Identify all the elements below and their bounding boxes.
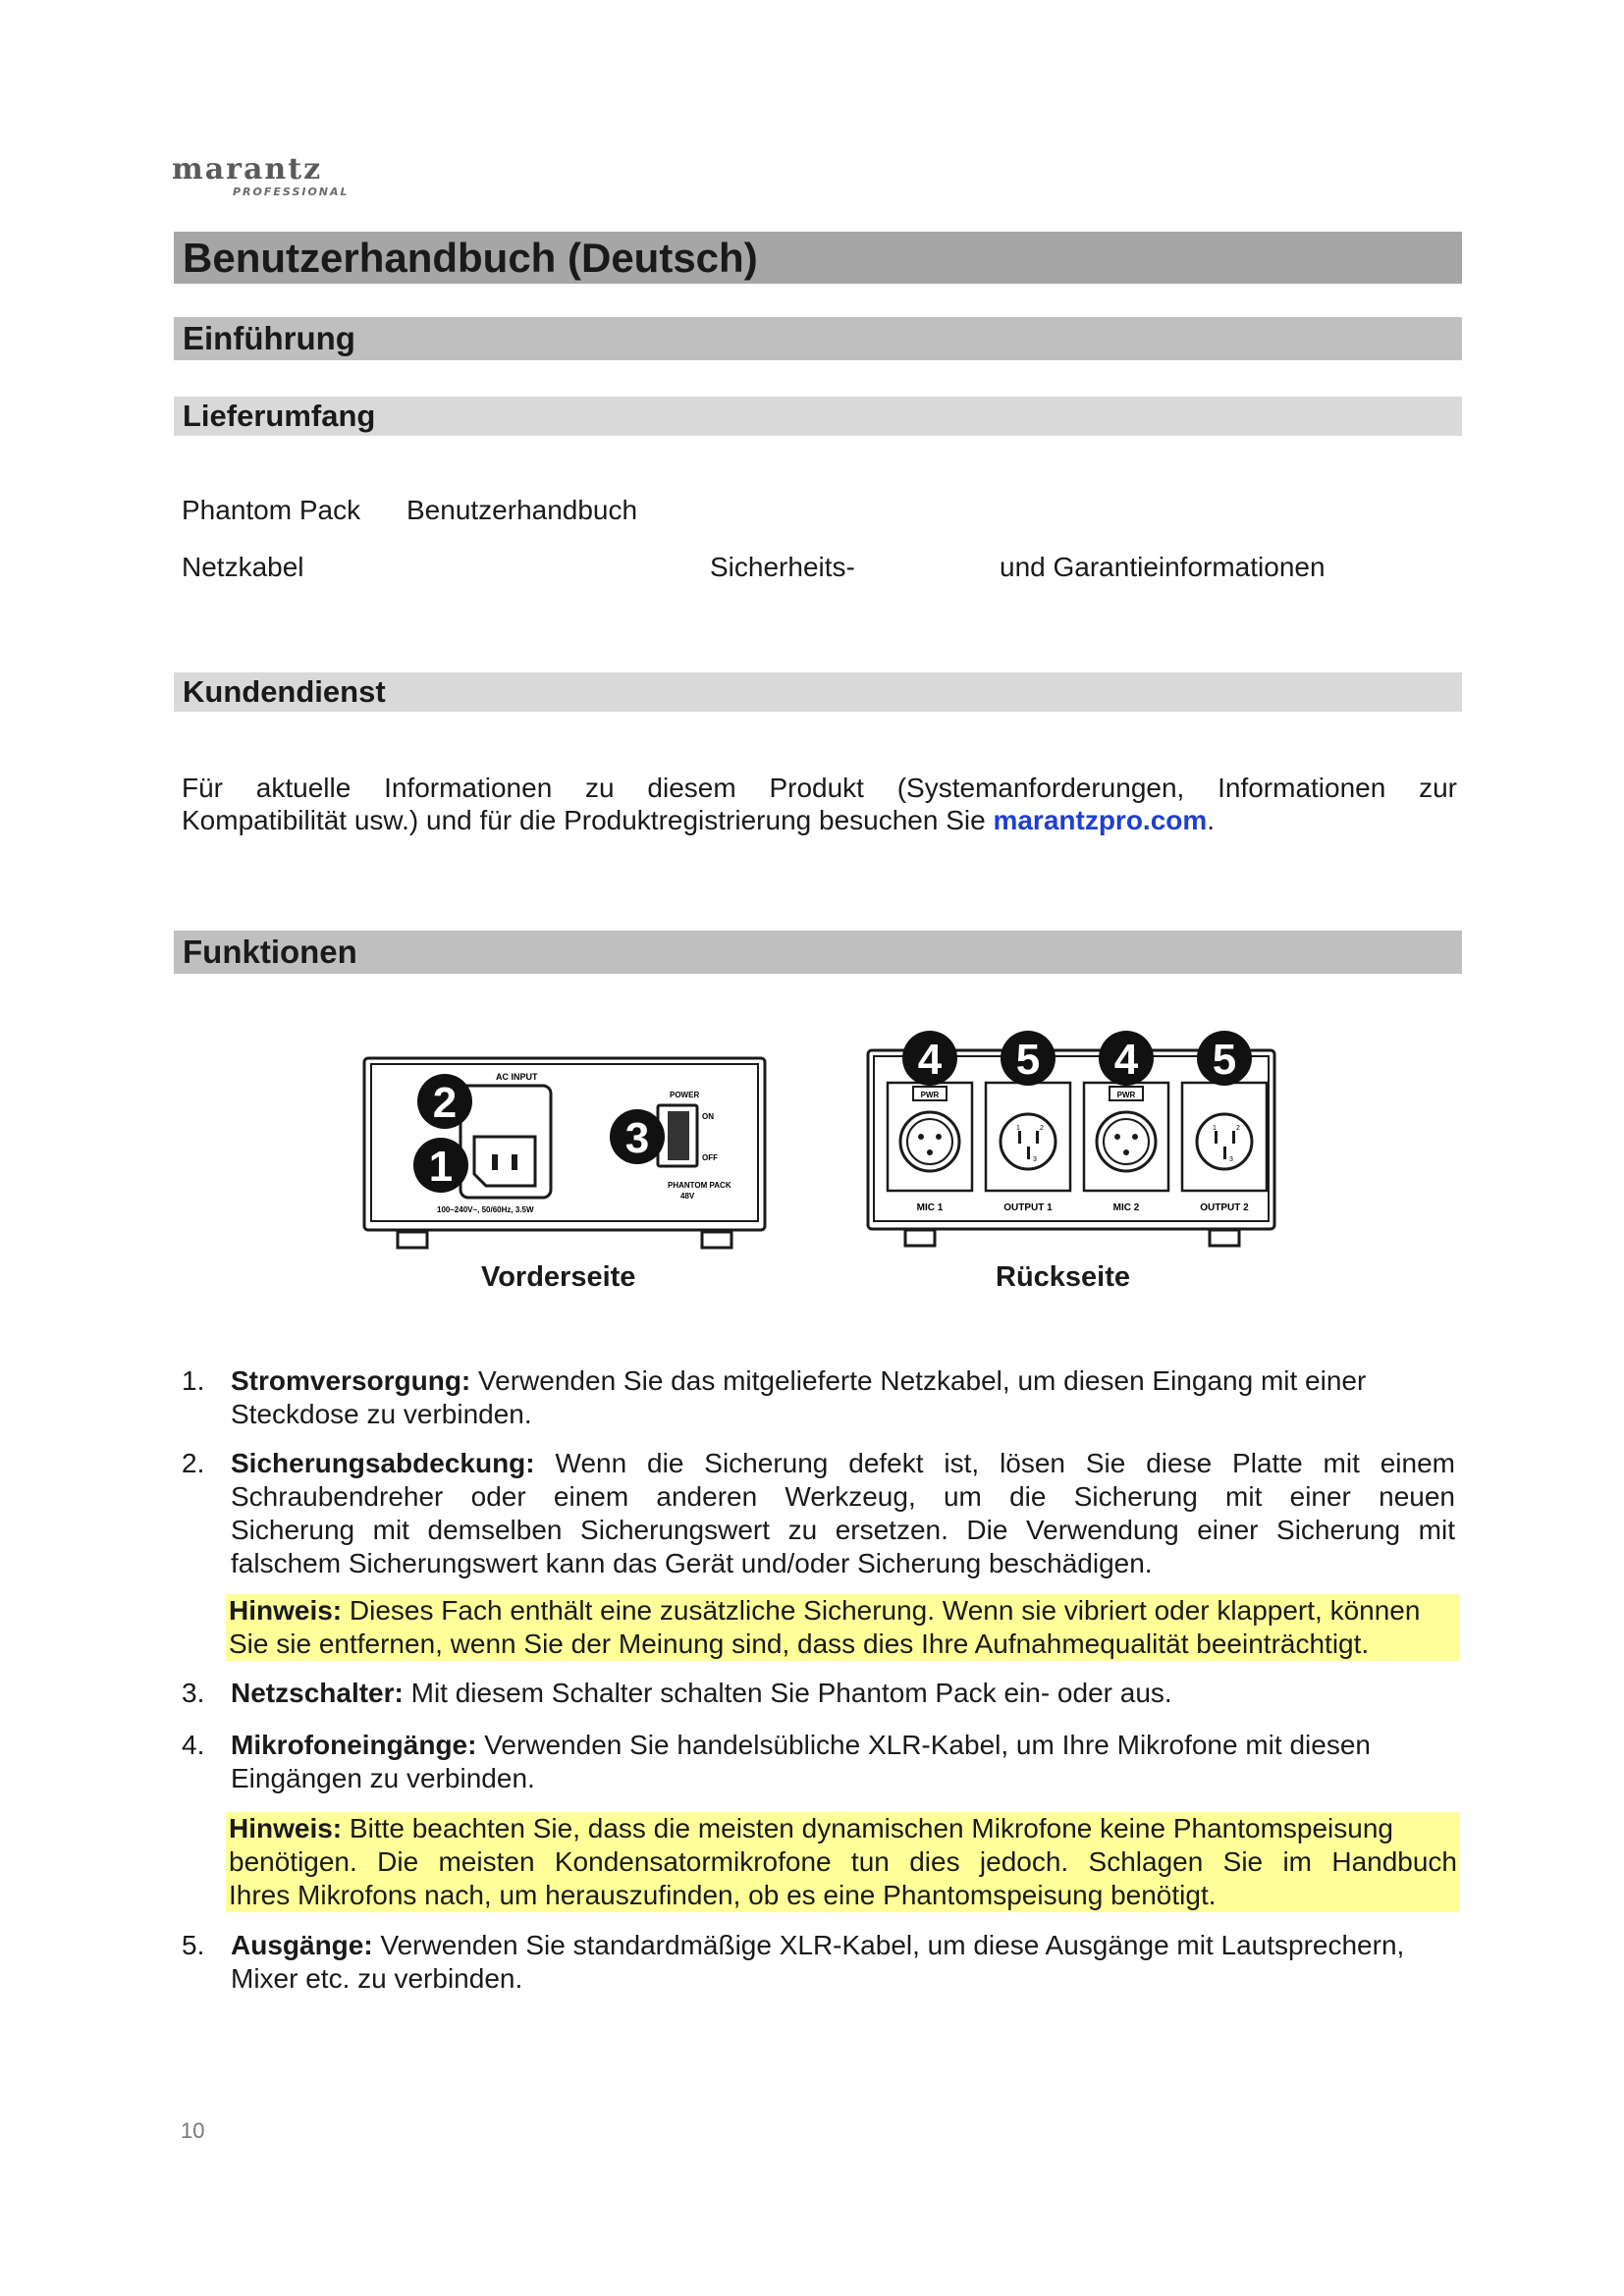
power-rocker xyxy=(668,1111,689,1160)
note-line: Sie sie entfernen, wenn Sie der Meinung sind, dass dies Ihre Aufnahmequalität beeinträchtigt. xyxy=(229,1629,1370,1659)
item-line: Wenn die Sicherung defekt ist, lösen Sie diese Platte mit einem xyxy=(555,1448,1456,1478)
item-label: Sicherungsabdeckung: xyxy=(231,1448,535,1478)
front-panel-diagram xyxy=(358,1050,771,1252)
note-phantom-power xyxy=(226,1812,1460,1912)
support-text-line2 xyxy=(182,804,1457,837)
brand-name: marantz xyxy=(172,152,323,187)
note-label: Hinweis: xyxy=(229,1595,343,1626)
back-caption: Rückseite xyxy=(996,1261,1131,1293)
callout-4b-text: 4 xyxy=(1113,1036,1139,1084)
front-foot-right xyxy=(702,1232,731,1248)
output1-pin-1: 1 xyxy=(1016,1125,1020,1132)
note-fuse xyxy=(226,1594,1460,1661)
feature-item-4 xyxy=(182,1729,1458,1795)
item-line: Sicherung mit demselben Sicherungswert zu ersetzen. Die Verwendung einer Sicherung mit xyxy=(231,1515,1455,1545)
off-label: OFF xyxy=(702,1153,718,1162)
item-line: falschem Sicherungswert kann das Gerät und/oder Sicherung beschädigen. xyxy=(231,1548,1153,1578)
item-line: Verwenden Sie standardmäßige XLR-Kabel, um diese Ausgänge mit Lautsprechern, xyxy=(380,1930,1405,1960)
inlet-pin-right xyxy=(512,1154,517,1170)
mic-2-port xyxy=(1084,1083,1168,1191)
item-line: Mixer etc. zu verbinden. xyxy=(231,1963,523,1994)
item-label: Stromversorgung: xyxy=(231,1365,471,1396)
callout-5b-text: 5 xyxy=(1212,1036,1237,1084)
item-number: 3. xyxy=(182,1678,205,1708)
note-line: Bitte beachten Sie, dass die meisten dynamischen Mikrofone keine Phantomspeisung xyxy=(349,1813,1393,1843)
output2-pin-1: 1 xyxy=(1213,1125,1217,1132)
item-line: Mit diesem Schalter schalten Sie Phantom Pack ein- oder aus. xyxy=(410,1678,1172,1708)
brand-sub: PROFESSIONAL xyxy=(233,186,350,198)
feature-item-1 xyxy=(182,1364,1458,1431)
note-line: Ihres Mikrofons nach, um herauszufinden, ob es eine Phantomspeisung benötigt. xyxy=(229,1880,1217,1910)
pwr-led-2: PWR xyxy=(1116,1091,1136,1099)
output-1-label: OUTPUT 1 xyxy=(1003,1202,1053,1213)
contents-item-warranty: und Garantieinformationen xyxy=(1000,552,1326,582)
section-contents: Lieferumfang xyxy=(174,397,1462,436)
back-foot-right xyxy=(1210,1230,1239,1246)
pwr-led-1: PWR xyxy=(920,1091,940,1099)
support-link[interactable]: marantzpro.com xyxy=(993,805,1208,835)
mic-1-port xyxy=(888,1083,972,1191)
mic-1-label: MIC 1 xyxy=(916,1202,944,1213)
feature-item-2 xyxy=(182,1447,1458,1580)
page-number: 10 xyxy=(181,2118,205,2143)
inlet-pin-left xyxy=(492,1154,498,1170)
callout-4a-text: 4 xyxy=(917,1036,943,1084)
note-label: Hinweis: xyxy=(229,1813,343,1843)
power-label: POWER xyxy=(670,1091,700,1099)
page-title: Benutzerhandbuch (Deutsch) xyxy=(174,232,1462,284)
support-text-pre: Kompatibilität usw.) und für die Produktregistrierung besuchen Sie xyxy=(182,805,994,835)
marantz-logo xyxy=(172,152,368,199)
back-foot-left xyxy=(905,1230,935,1246)
contents-item-phantom-pack: Phantom Pack xyxy=(182,495,361,525)
output-1-port xyxy=(986,1083,1070,1191)
front-caption: Vorderseite xyxy=(481,1261,636,1293)
support-text-post: . xyxy=(1207,805,1216,835)
output1-pin-2: 2 xyxy=(1040,1125,1044,1132)
back-panel-diagram xyxy=(864,1026,1281,1252)
contents-item-safety: Sicherheits- xyxy=(710,552,855,582)
section-intro: Einführung xyxy=(174,317,1462,360)
item-line: Verwenden Sie handelsübliche XLR-Kabel, um Ihre Mikrofone mit diesen xyxy=(484,1730,1371,1760)
callout-2-text: 2 xyxy=(432,1079,458,1127)
item-line: Schraubendreher oder einem anderen Werkzeug, um die Sicherung mit einer neuen xyxy=(231,1481,1455,1512)
output-2-port xyxy=(1182,1083,1267,1191)
feature-item-3 xyxy=(182,1677,1458,1710)
output2-pin-2: 2 xyxy=(1236,1125,1240,1132)
item-label: Netzschalter: xyxy=(231,1678,404,1708)
item-number: 4. xyxy=(182,1730,205,1760)
ac-input-label: AC INPUT xyxy=(496,1072,538,1082)
rating-label: 100–240V~, 50/60Hz, 3.5W xyxy=(437,1205,534,1214)
note-line: Dieses Fach enthält eine zusätzliche Sicherung. Wenn sie vibriert oder klappert, können xyxy=(349,1595,1421,1626)
callout-3-text: 3 xyxy=(624,1114,650,1162)
item-label: Mikrofoneingänge: xyxy=(231,1730,477,1760)
support-text-line1: Für aktuelle Informationen zu diesem Produkt (Systemanforderungen, Informationen zur xyxy=(182,773,1457,803)
voltage-label: 48V xyxy=(680,1192,695,1201)
output-2-label: OUTPUT 2 xyxy=(1200,1202,1249,1213)
model-label: PHANTOM PACK xyxy=(668,1181,731,1190)
note-line: benötigen. Die meisten Kondensatormikrofone tun dies jedoch. Schlagen Sie im Handbuch xyxy=(229,1846,1457,1877)
output2-pin-3: 3 xyxy=(1229,1156,1233,1163)
item-number: 1. xyxy=(182,1365,205,1396)
item-number: 2. xyxy=(182,1448,205,1478)
ac-inlet-socket xyxy=(474,1137,535,1186)
item-label: Ausgänge: xyxy=(231,1930,373,1960)
callout-1-text: 1 xyxy=(428,1143,454,1191)
on-label: ON xyxy=(702,1112,714,1121)
front-foot-left xyxy=(398,1232,427,1248)
section-features: Funktionen xyxy=(174,931,1462,974)
item-line: Steckdose zu verbinden. xyxy=(231,1399,532,1429)
section-support: Kundendienst xyxy=(174,672,1462,712)
item-number: 5. xyxy=(182,1930,205,1960)
contents-item-power-cable: Netzkabel xyxy=(182,552,304,582)
feature-item-5 xyxy=(182,1929,1458,1996)
item-line: Verwenden Sie das mitgelieferte Netzkabel, um diesen Eingang mit einer xyxy=(478,1365,1367,1396)
mic-2-label: MIC 2 xyxy=(1112,1202,1140,1213)
output1-pin-3: 3 xyxy=(1033,1156,1037,1163)
contents-item-manual: Benutzerhandbuch xyxy=(406,495,638,525)
item-line: Eingängen zu verbinden. xyxy=(231,1763,535,1793)
callout-5a-text: 5 xyxy=(1015,1036,1041,1084)
